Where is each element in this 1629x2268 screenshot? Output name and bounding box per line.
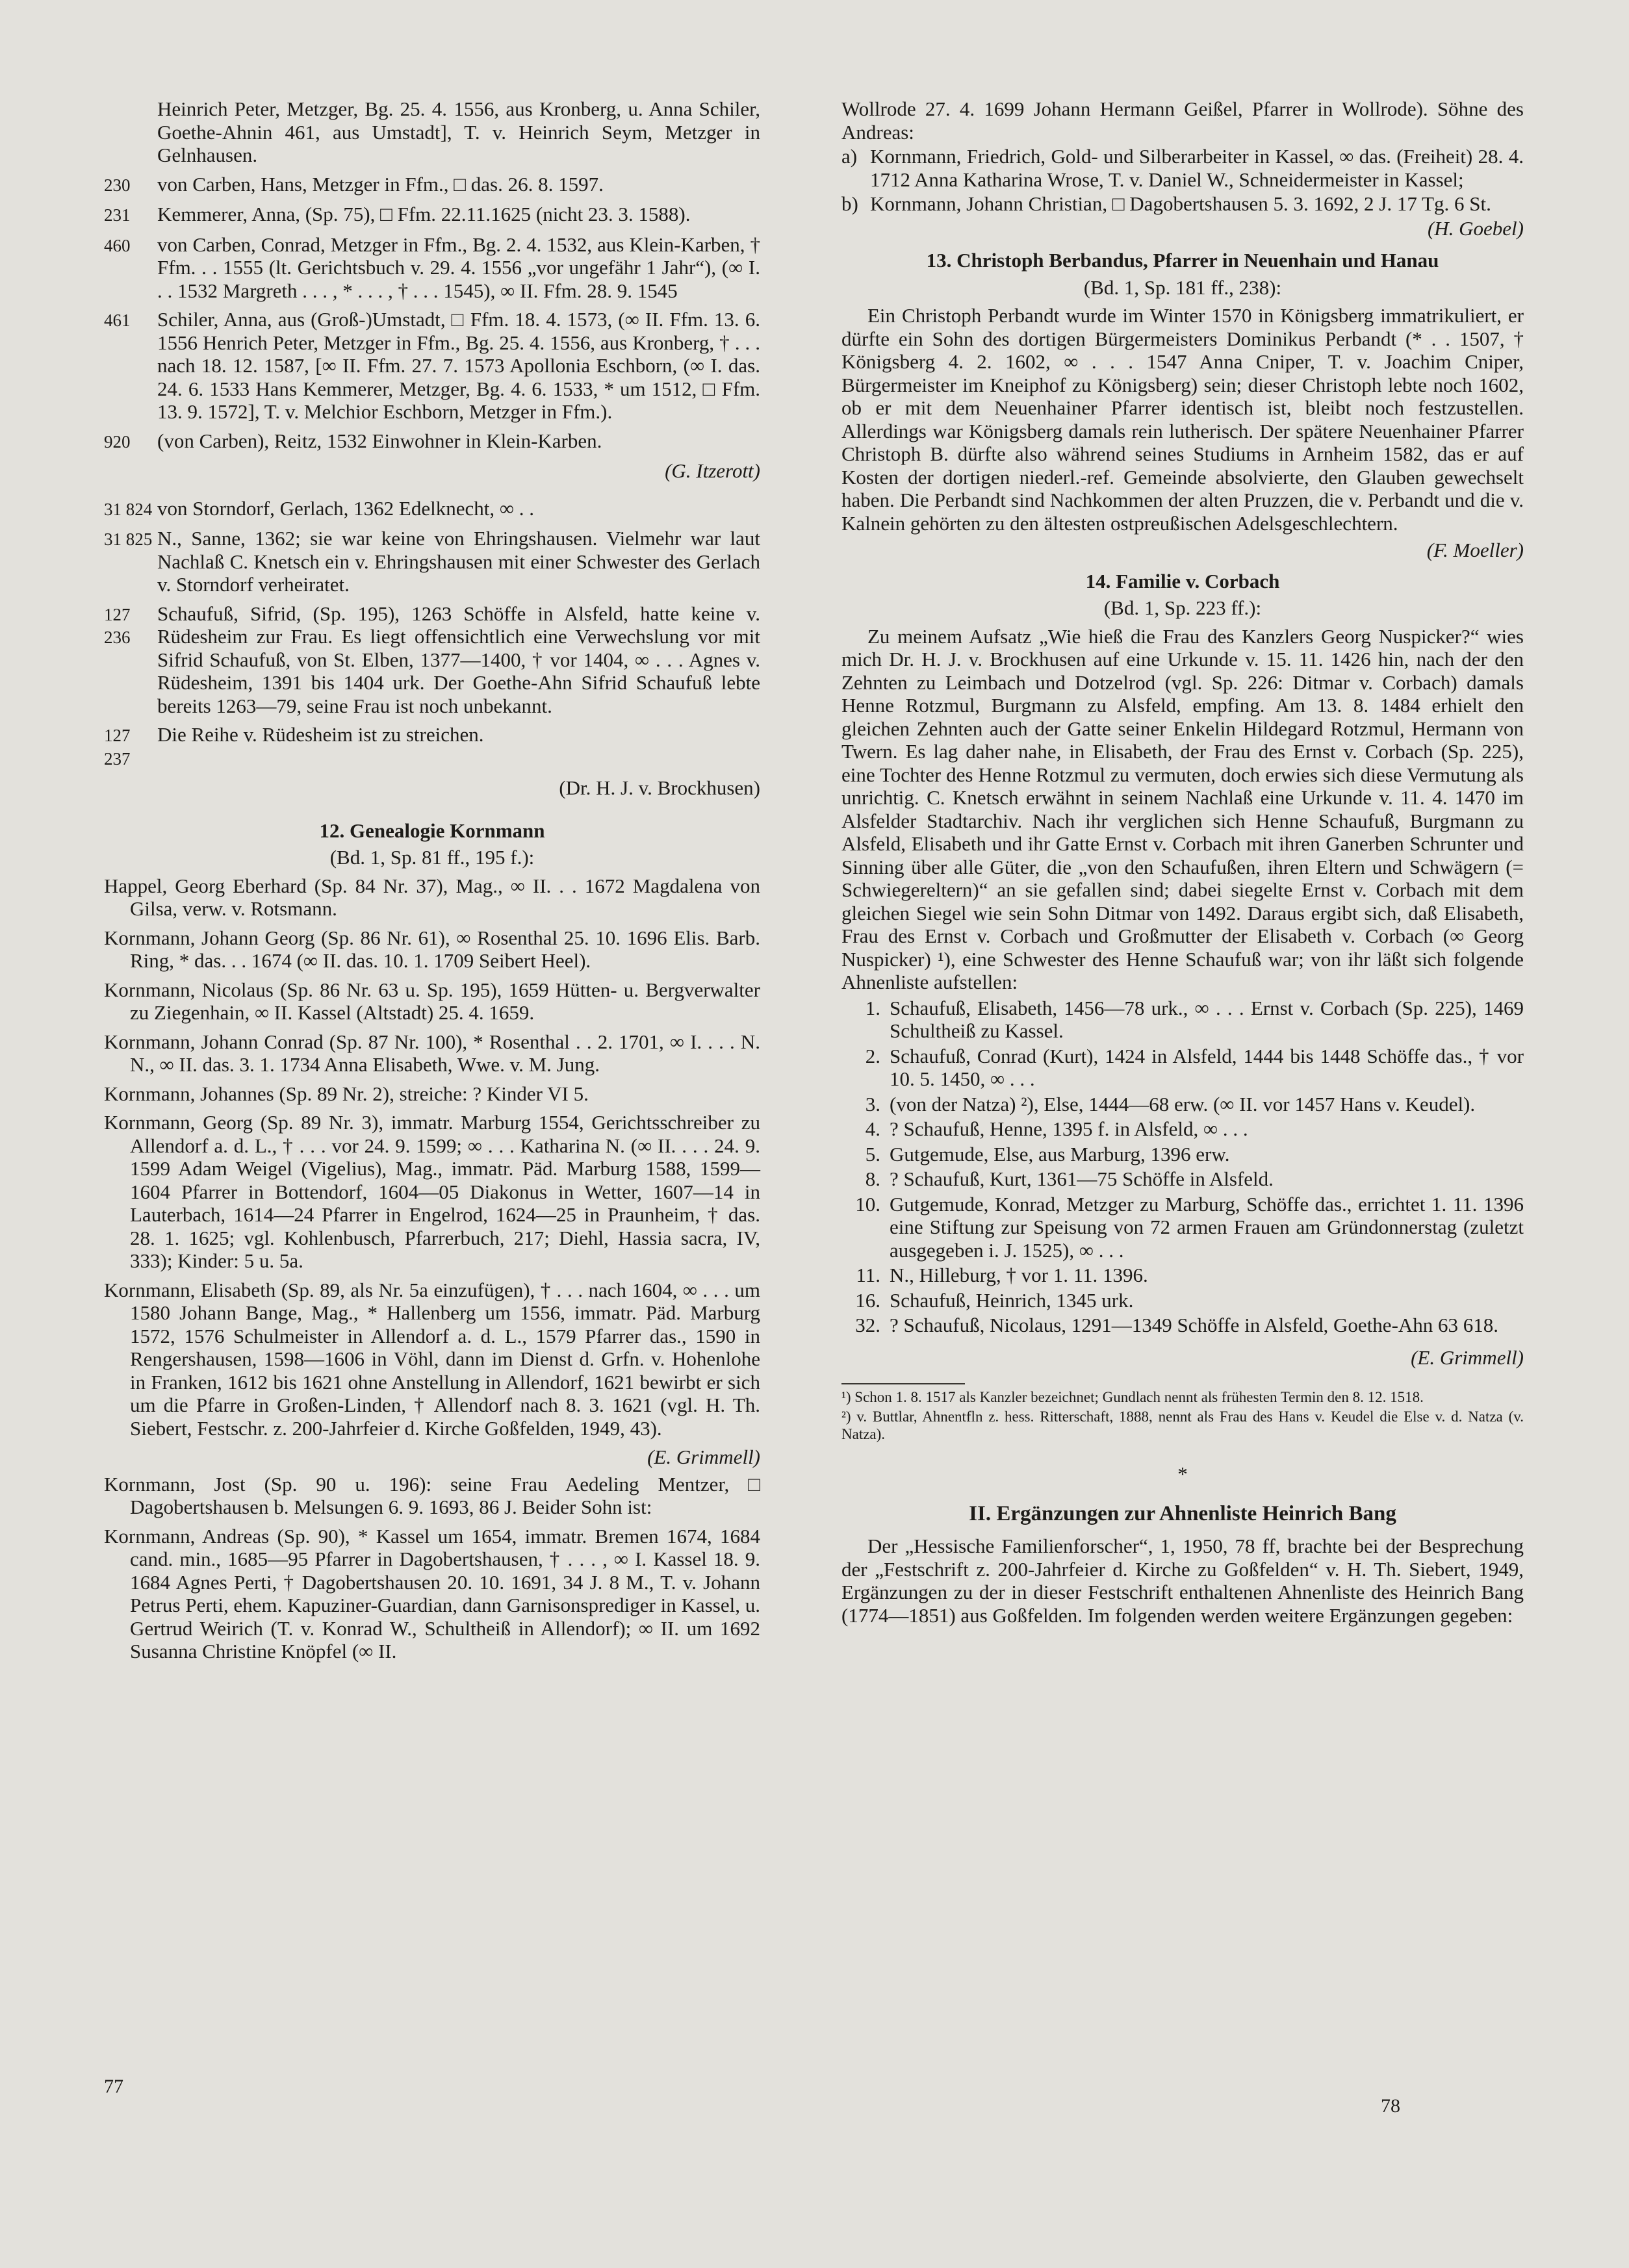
- section-subheading: (Bd. 1, Sp. 223 ff.):: [1103, 596, 1262, 619]
- entry-number: 127 236: [104, 604, 131, 647]
- pedigree-item: [841, 1289, 1524, 1312]
- entry-number: 460: [104, 235, 131, 255]
- pedigree-item: [841, 1167, 1524, 1191]
- pedigree-number: 3.: [865, 1092, 880, 1115]
- son-entry: [841, 192, 1524, 216]
- section-paragraph: Der „Hessische Familienforscher“, 1, 1950, 78 ff, brachte bei der Besprechung der „Festschrift z. 200-Jahrfeier d. Kirche zu Goßfelden“ v. H. Th. Siebert, 1949, Ergänzungen zu der in dieser Festschrift enthaltenen Ahnenliste des Heinrich Bang (1774—1851) aus Goßfelden. Im folgenden werden weitere Ergänzungen gegeben:: [841, 1535, 1524, 1627]
- pedigree-text: Gutgemude, Else, aus Marburg, 1396 erw.: [890, 1142, 1230, 1166]
- genealogy-entry: Happel, Georg Eberhard (Sp. 84 Nr. 37), Mag., ∞ II. . . 1672 Magdalena von Gilsa, verw. v. Rotsmann.: [104, 874, 760, 920]
- right-column: [841, 97, 1524, 1629]
- pedigree-number: 5.: [865, 1142, 880, 1166]
- pedigree-number: 16.: [855, 1288, 880, 1312]
- entry-text: Die Reihe v. Rüdesheim ist zu streichen.: [157, 723, 484, 746]
- entry-text: Schiler, Anna, aus (Groß-)Umstadt, □ Ffm. 18. 4. 1573, (∞ II. Ffm. 13. 6. 1556 Henrich Peter, Metzger in Ffm., Bg. 25. 4. 1556, aus Kronberg, † . . . nach 18. 12. 1587, [∞ II. Ffm. 27. 7. 1573 Apollonia Eschborn, (∞ I. das. 24. 6. 1533 Hans Kemmerer, Metzger, Bg. 4. 6. 1533, * um 1512, □ Ffm. 13. 9. 1572], T. v. Melchior Eschborn, Metzger in Ffm.).: [157, 308, 760, 423]
- son-label: a): [841, 145, 858, 168]
- page-number-right: 78: [1381, 2095, 1400, 2117]
- pedigree-item: [841, 1093, 1524, 1116]
- ancestor-entry: [104, 602, 760, 718]
- author-signature: (G. Itzerott): [665, 459, 760, 482]
- entry-text: von Carben, Hans, Metzger in Ffm., □ das. 26. 8. 1597.: [157, 172, 604, 196]
- section-paragraph: Ein Christoph Perbandt wurde im Winter 1570 in Königsberg immatrikuliert, er dürfte ein Sohn des dortigen Bürgermeisters Dominikus Perbandt (* . . 1507, † Königsberg 4. 2. 1602, ∞ . . . 1547 Anna Cniper, T. v. Joachim Cniper, Bürgermeister im Kneiphof zu Königsberg) sein; dieser Christoph lebte noch 1602, ob er mit dem Neuenhainer Pfarrer identisch ist, bleibt noch festzustellen. Allerdings war Königsberg damals rein lutherisch. Der spätere Neuenhainer Pfarrer Christoph B. dürfte also während seines Studiums in Arnheim 1582, das er auf Kosten der dortigen niederl.-ref. Gemeinde absolvierte, den Glauben gewechselt haben. Die Perbandt sind Nachkommen der alten Pruzzen, die v. Perbandt und die v. Kalnein gehörten zu den ältesten ostpreußischen Adelsgeschlechtern.: [841, 304, 1524, 535]
- entry-text: Schaufuß, Sifrid, (Sp. 195), 1263 Schöffe in Alsfeld, hatte keine v. Rüdesheim zur Frau. Es liegt offensichtlich eine Verwechslung vor mit Sifrid Schaufuß, von St. Elben, 1377—1400, † vor 1404, ∞ . . . Agnes v. Rüdesheim, 1391 bis 1404 urk. Der Goethe-Ahn Sifrid Schaufuß lebte bereits 1263—79, seine Frau ist noch unbekannt.: [157, 602, 760, 717]
- genealogy-entry: Kornmann, Johannes (Sp. 89 Nr. 2), streiche: ? Kinder VI 5.: [104, 1082, 589, 1105]
- pedigree-text: Gutgemude, Konrad, Metzger zu Marburg, Schöffe das., errichtet 1. 11. 1396 eine Stiftung zur Speisung von 72 armen Frauen am Gründonnerstag (zuletzt ausgegeben i. J. 1525), ∞ . . .: [890, 1192, 1524, 1262]
- ancestor-entry: [104, 308, 760, 424]
- ancestor-entry: [104, 723, 760, 771]
- genealogy-entry: Kornmann, Georg (Sp. 89 Nr. 3), immatr. Marburg 1554, Gerichtsschreiber zu Allendorf a. d. L., † . . . vor 24. 9. 1599; ∞ . . . Katharina N. (∞ II. . . . 24. 9. 1599 Adam Weigel (Vigelius), Mag., immatr. Päd. Marburg 1588, 1599—1604 Pfarrer in Bottendorf, 1604—05 Diakonus in Wetter, 1607—14 in Lauterbach, 1614—24 Pfarrer in Engelrod, 1624—25 in Praunheim, † das. 28. 1. 1625; vgl. Kohlenbusch, Pfarrerbuch, 217; Diehl, Hassia sacra, IV, 333); Kinder: 5 u. 5a.: [104, 1111, 760, 1272]
- section-heading: II. Ergänzungen zur Ahnenliste Heinrich Bang: [969, 1501, 1396, 1525]
- page-number-left: 77: [104, 2076, 123, 2097]
- pedigree-number: 8.: [865, 1167, 880, 1190]
- ancestor-entry: [104, 173, 760, 197]
- ancestor-entry: [104, 203, 760, 227]
- genealogy-entry: Kornmann, Andreas (Sp. 90), * Kassel um 1654, immatr. Bremen 1674, 1684 cand. min., 1685—95 Pfarrer in Dagobertshausen, † . . . , ∞ I. Kassel 18. 9. 1684 Agnes Perti, † Dagobertshausen 20. 10. 1691, 34 J. 8 M., T. v. Johann Petrus Perti, ehem. Kapuziner-Guardian, dann Garnisonsprediger in Kassel, u. Gertrud Weirich (T. v. Konrad W., Schultheiß in Allendorf); ∞ II. um 1692 Susanna Christine Knöpfel (∞ II.: [104, 1524, 760, 1663]
- son-label: b): [841, 192, 858, 215]
- intro-continuation: Heinrich Peter, Metzger, Bg. 25. 4. 1556, aus Kronberg, u. Anna Schiler, Goethe-Ahnin 461, aus Umstadt], T. v. Heinrich Seym, Metzger in Gelnhausen.: [157, 97, 760, 166]
- section-subheading: (Bd. 1, Sp. 81 ff., 195 f.):: [329, 846, 535, 869]
- ancestor-entry: [104, 527, 760, 596]
- pedigree-text: (von der Natza) ²), Else, 1444—68 erw. (∞ II. vor 1457 Hans v. Keudel).: [890, 1092, 1476, 1115]
- genealogy-entry: Kornmann, Nicolaus (Sp. 86 Nr. 63 u. Sp. 195), 1659 Hütten- u. Bergverwalter zu Ziegenhain, ∞ II. Kassel (Altstadt) 25. 4. 1659.: [104, 978, 760, 1024]
- genealogy-entry: Kornmann, Jost (Sp. 90 u. 196): seine Frau Aedeling Mentzer, □ Dagobertshausen b. Melsungen 6. 9. 1693, 86 J. Beider Sohn ist:: [104, 1472, 760, 1518]
- footnote: ²) v. Buttlar, Ahnentfln z. hess. Ritterschaft, 1888, nennt als Frau des Hans v. Keudel die Else v. d. Natza (v. Natza).: [841, 1408, 1524, 1442]
- section-heading: 14. Familie v. Corbach: [1085, 569, 1280, 592]
- footnote: ¹) Schon 1. 8. 1517 als Kanzler bezeichnet; Gundlach nennt als frühesten Termin den 8. 12. 1518.: [841, 1389, 1424, 1405]
- ancestor-entry: [104, 233, 760, 303]
- author-signature: (H. Goebel): [1427, 216, 1524, 240]
- pedigree-number: 4.: [865, 1117, 880, 1140]
- author-signature: (Dr. H. J. v. Brockhusen): [559, 776, 760, 799]
- pedigree-item: [841, 1193, 1524, 1262]
- son-text: Kornmann, Johann Christian, □ Dagobertshausen 5. 3. 1692, 2 J. 17 Tg. 6 St.: [870, 192, 1491, 215]
- son-text: Kornmann, Friedrich, Gold- und Silberarbeiter in Kassel, ∞ das. (Freiheit) 28. 4. 1712 Anna Katharina Wrose, T. v. Daniel W., Schneidermeister in Kassel;: [870, 145, 1524, 191]
- entry-number: 231: [104, 205, 131, 225]
- genealogy-entry: Kornmann, Elisabeth (Sp. 89, als Nr. 5a einzufügen), † . . . nach 1604, ∞ . . . um 1580 Johann Bange, Mag., * Hallenberg um 1556, immatr. Päd. Marburg 1572, 1576 Schulmeister in Allendorf a. d. L., 1579 Pfarrer das., 1590 in Rengershausen, 1598—1606 in Vöhl, dann im Dienst d. Grfn. v. Hohenlohe in Franken, 1612 bis 1621 ohne Anstellung in Allendorf, 1621 bewirbt er sich um die Pfarre in Großen-Linden, † Allendorf nach 8. 3. 1621 (vgl. H. Th. Siebert, Festschr. z. 200-Jahrfeier d. Kirche Goßfelden, 1949, 43).: [104, 1278, 760, 1440]
- entry-number: 920: [104, 431, 131, 452]
- entry-text: (von Carben), Reitz, 1532 Einwohner in Klein-Karben.: [157, 429, 602, 452]
- entry-number: 461: [104, 311, 131, 330]
- entry-number: 31 825: [104, 529, 153, 549]
- pedigree-text: N., Hilleburg, † vor 1. 11. 1396.: [890, 1264, 1148, 1286]
- pedigree-item: [841, 1264, 1524, 1287]
- entry-number: 31 824: [104, 499, 153, 519]
- ancestor-entry: [104, 497, 760, 522]
- genealogy-entry: Kornmann, Johann Georg (Sp. 86 Nr. 61), ∞ Rosenthal 25. 10. 1696 Elis. Barb. Ring, * das. . . 1674 (∞ II. das. 10. 1. 1709 Seibert Heel).: [104, 926, 760, 972]
- pedigree-text: ? Schaufuß, Henne, 1395 f. in Alsfeld, ∞ . . .: [890, 1117, 1248, 1140]
- pedigree-item: [841, 1117, 1524, 1141]
- author-signature: (E. Grimmell): [647, 1446, 760, 1468]
- pedigree-item: [841, 1143, 1524, 1166]
- pedigree-number: 1.: [865, 996, 880, 1019]
- genealogy-entry: Kornmann, Johann Conrad (Sp. 87 Nr. 100), * Rosenthal . . 2. 1701, ∞ I. . . . N. N., ∞ II. das. 3. 1. 1734 Anna Elisabeth, Wwe. v. M. Jung.: [104, 1030, 760, 1076]
- section-subheading: (Bd. 1, Sp. 181 ff., 238):: [1083, 275, 1282, 299]
- entry-number: 230: [104, 175, 131, 195]
- author-signature: (F. Moeller): [1426, 539, 1524, 561]
- entry-text: N., Sanne, 1362; sie war keine von Ehringshausen. Vielmehr war laut Nachlaß C. Knetsch ein v. Ehringshausen mit einer Schwester des Gerlach v. Storndorf verheiratet.: [157, 527, 760, 596]
- pedigree-text: ? Schaufuß, Nicolaus, 1291—1349 Schöffe in Alsfeld, Goethe-Ahn 63 618.: [890, 1314, 1499, 1336]
- pedigree-number: 32.: [855, 1314, 880, 1336]
- pedigree-number: 10.: [855, 1192, 880, 1216]
- entry-text: von Storndorf, Gerlach, 1362 Edelknecht, ∞ . .: [157, 496, 534, 520]
- pedigree-text: Schaufuß, Conrad (Kurt), 1424 in Alsfeld, 1444 bis 1448 Schöffe das., † vor 10. 5. 1450, ∞ . . .: [890, 1044, 1524, 1090]
- pedigree-text: Schaufuß, Elisabeth, 1456—78 urk., ∞ . . . Ernst v. Corbach (Sp. 225), 1469 Schultheiß zu Kassel.: [890, 996, 1524, 1042]
- pedigree-item: [841, 1314, 1524, 1337]
- continuation-text: Wollrode 27. 4. 1699 Johann Hermann Geißel, Pfarrer in Wollrode). Söhne des Andreas:: [841, 97, 1524, 144]
- ancestor-entry: [104, 429, 760, 454]
- pedigree-text: ? Schaufuß, Kurt, 1361—75 Schöffe in Alsfeld.: [890, 1167, 1274, 1190]
- left-column: [104, 97, 760, 1669]
- pedigree-item: [841, 1045, 1524, 1091]
- son-entry: [841, 145, 1524, 191]
- pedigree-number: 2.: [865, 1044, 880, 1067]
- section-heading: 13. Christoph Berbandus, Pfarrer in Neuenhain und Hanau: [926, 249, 1439, 272]
- author-signature: (E. Grimmell): [1411, 1345, 1524, 1369]
- separator-star: *: [1177, 1462, 1188, 1485]
- section-paragraph: Zu meinem Aufsatz „Wie hieß die Frau des Kanzlers Georg Nuspicker?“ wies mich Dr. H. J. v. Brockhusen auf eine Urkunde v. 15. 11. 1426 hin, nach der den Zehnten zu Leimbach und Dotzelrod (vgl. Sp. 226: Ditmar v. Corbach) damals Henne Rotzmul, Burgmann zu Alsfeld, empfing. Am 13. 8. 1484 erhielt den gleichen Zehnten auch der Gatte seiner Enkelin Hildegard Rotzmul, Hermann von Twern. Es lag daher nahe, in Elisabeth, der Frau des Ernst v. Corbach (Sp. 225), eine Tochter des Henne Rotzmul zu vermuten, doch erwies sich diese Vermutung als unrichtig. C. Knetsch erwähnt in seinem Nachlaß eine Urkunde v. 11. 4. 1470 im Alsfelder Stadtarchiv. Nach ihr verglichen sich Henne Schaufuß, Burgmann zu Alsfeld, Elisabeth und ihr Gatte Ernst v. Corbach mit ihren Ganerben Schrunter und Sinning über alle Güter, die „von den Schaufußen, ihren Eltern und Schwägern (= Schwiegereltern)“ an sie gefallen sind; dabei siegelte Ernst v. Corbach mit dem gleichen Siegel wie sein Sohn Ditmar von 1492. Daraus ergibt sich, daß Elisabeth, Frau des Ernst v. Corbach und Großmutter der Elisabeth v. Corbach (∞ Georg Nuspicker) ¹), eine Schwester des Henne Schaufuß war; von ihr läßt sich folgende Ahnenliste aufstellen:: [841, 624, 1524, 993]
- section-heading: 12. Genealogie Kornmann: [319, 819, 545, 842]
- pedigree-text: Schaufuß, Heinrich, 1345 urk.: [890, 1288, 1134, 1312]
- entry-text: Kemmerer, Anna, (Sp. 75), □ Ffm. 22.11.1625 (nicht 23. 3. 1588).: [157, 203, 691, 225]
- footnote-divider: [841, 1383, 965, 1384]
- entry-number: 127 237: [104, 726, 131, 769]
- pedigree-item: [841, 997, 1524, 1043]
- pedigree-number: 11.: [856, 1264, 880, 1286]
- entry-text: von Carben, Conrad, Metzger in Ffm., Bg. 2. 4. 1532, aus Klein-Karben, † Ffm. . . 1555 (lt. Gerichtsbuch v. 29. 4. 1556 „vor ungefähr 1 Jahr“), (∞ I. . . 1532 Margreth . . . , * . . . , † . . . 1545), ∞ II. Ffm. 28. 9. 1545: [157, 233, 760, 302]
